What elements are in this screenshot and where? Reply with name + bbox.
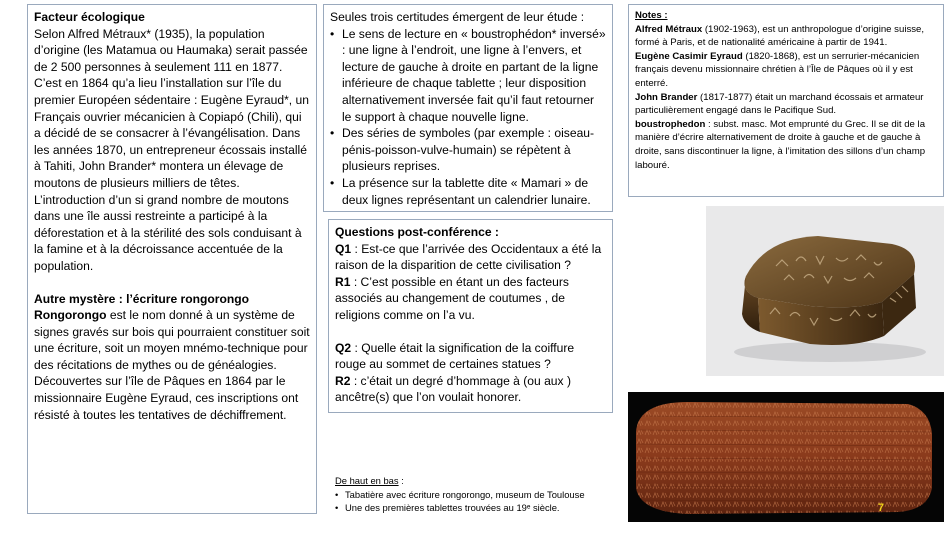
question-2-label: Q2: [335, 340, 352, 355]
photo-caption: [335, 474, 625, 515]
certainties-panel: [323, 4, 613, 212]
list-item: • La présence sur la tablette dite « Mamari » de deux lignes représentant un calendrier lunaire.: [330, 175, 606, 208]
notes-title: Notes :: [635, 10, 668, 21]
note-text: (1820-1868), est un serrurier-mécanicien français devenu missionnaire chrétien à l’Île de Pâques où il y est enterré.: [635, 50, 920, 89]
list-item: • Tabatière avec écriture rongorongo, museum de Toulouse: [335, 488, 625, 502]
certainties-list: [330, 26, 606, 209]
note-term: Alfred Métraux: [635, 23, 703, 35]
snuffbox-photo: [706, 206, 944, 376]
caption-list: [335, 488, 625, 515]
answer-1-label: R1: [335, 274, 351, 289]
note-text: (1902-1963), est un anthropologue d’origine suisse, formé à Paris, et de nationalité américaine à partir de 1941.: [635, 23, 925, 49]
caption-title: De haut en bas: [335, 475, 399, 486]
question-1: [335, 241, 606, 274]
note-text: (1817-1877) était un marchand écossais et armateur particulièrement engagé dans le Pacifique Sud.: [635, 91, 924, 117]
answer-2-label: R2: [335, 373, 351, 388]
question-1-text: : Est-ce que l’arrivée des Occidentaux a été la raison de la disparition de cette civilisation ?: [335, 241, 602, 273]
question-1-label: Q1: [335, 241, 352, 256]
list-item: • Le sens de lecture en « boustrophédon* inversé» : une ligne à l’endroit, une ligne à l’envers, et lecture de gauche à droite en partant de la ligne inférieure de chaque tablette ; leur disposition alternativement inversée fait qu’il faut retourner le support à chaque nouvelle ligne.: [330, 26, 606, 126]
answer-2: [335, 373, 606, 406]
settlement-paragraph: C’est en 1864 qu’a lieu l’installation sur l’île du premier Européen sédentaire : Eugène Eyraud*, un Français ouvrier mécanicien à Copiapó (Chili), qui a décidé de se consacrer à l’évangélisation. Dans les années 1870, un entrepreneur écossais installé à Tahiti, John Brander* montera un élevage de moutons de plusieurs milliers de têtes.: [34, 76, 309, 190]
caption-title-suffix: :: [398, 475, 404, 486]
answer-1: [335, 274, 606, 324]
tablet-photo: [628, 392, 944, 522]
note-term: boustrophedon: [635, 118, 706, 130]
population-paragraph: Selon Alfred Métraux* (1935), la population d’origine (les Matamua ou Haumaka) serait passée de 2 500 personnes à seulement 111 en 1877.: [34, 26, 308, 74]
snuffbox-illustration: [706, 206, 944, 376]
note-item: [635, 23, 937, 50]
questions-panel: [328, 219, 613, 413]
note-item: [635, 91, 937, 118]
answer-1-text: : C’est possible en étant un des facteurs associés au changement de coutumes , de religions comme on l’a vu.: [335, 274, 569, 322]
rongorongo-title: Autre mystère : l’écriture rongorongo: [34, 291, 250, 306]
slide-number: 7: [877, 502, 884, 514]
ecological-factor-panel: [27, 4, 317, 514]
notes-panel: [628, 4, 944, 197]
list-item: • Une des premières tablettes trouvées au 19ᵉ siècle.: [335, 501, 625, 515]
note-text: : subst. masc. Mot emprunté du Grec. Il se dit de la manière d’écrire alternativement de droite à gauche et de gauche à droite, sans discontinuer la ligne, à l’imitation des sillons d’un champ labouré.: [635, 118, 926, 171]
note-item: [635, 50, 937, 91]
ecological-factor-title: Facteur écologique: [34, 10, 145, 24]
rongorongo-paragraph: [34, 307, 310, 373]
question-2-text: : Quelle était la signification de la coiffure rouge au sommet de certaines statues ?: [335, 340, 575, 372]
discovery-paragraph: Découvertes sur l’île de Pâques en 1864 par le missionnaire Eugène Eyraud, ces inscriptions ont résisté à toutes les tentatives de déchiffrement.: [34, 374, 299, 422]
tablet-illustration: [628, 392, 944, 522]
sheep-paragraph: L’introduction d’un si grand nombre de moutons dans une île aussi restreinte a participé à la déforestation et à la stérilité des sols conduisant à la famine et à la décroissance accentuée de la population.: [34, 192, 302, 273]
answer-2-text: : c’était un degré d’hommage à (ou aux ) ancêtre(s) que l’on voulait honorer.: [335, 373, 571, 405]
list-item: • Des séries de symboles (par exemple : oiseau-pénis-poisson-vulve-humain) se répètent à plusieurs reprises.: [330, 125, 606, 175]
questions-title: Questions post-conférence :: [335, 225, 499, 239]
certainties-intro: Seules trois certitudes émergent de leur étude :: [330, 10, 585, 24]
question-2: [335, 340, 606, 373]
note-term: Eugène Casimir Eyraud: [635, 50, 743, 62]
rongorongo-definition: est le nom donné à un système de signes gravés sur bois qui pourraient constituer soit une écriture, soit un moyen mnémo-technique pour des récitations de mythes ou de généalogies.: [34, 308, 310, 372]
rongorongo-term: Rongorongo: [34, 308, 107, 323]
note-term: John Brander: [635, 91, 698, 103]
note-item: [635, 118, 937, 172]
